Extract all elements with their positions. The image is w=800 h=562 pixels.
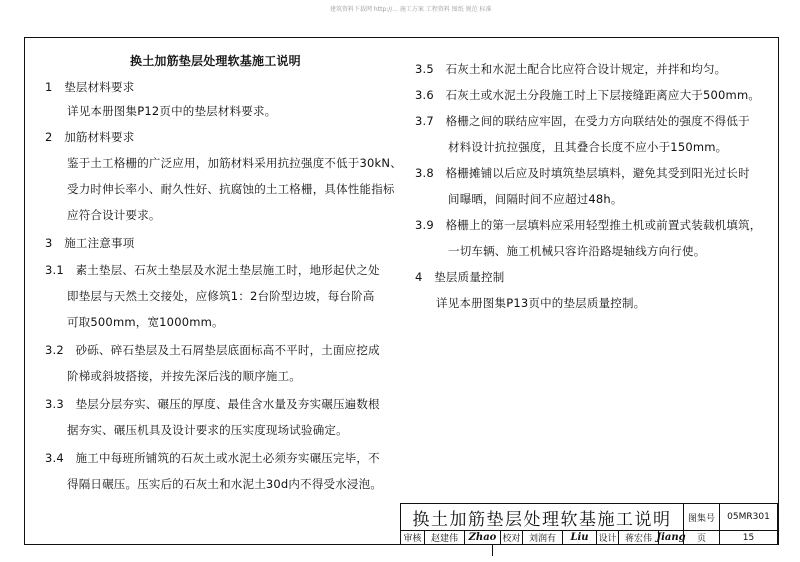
left-column-line: 3.3 垫层分层夯实、碾压的厚度、最佳含水量及夯实碾压遍数根 [45, 397, 380, 411]
title-block-check-name: 刘润有 [523, 531, 563, 545]
left-column-line: 3.1 素土垫层、石灰土垫层及水泥土垫层施工时，地形起伏之处 [45, 263, 380, 277]
left-column-line: 2 加筋材料要求 [45, 130, 135, 144]
left-column-line: 受力时伸长率小、耐久性好、抗腐蚀的土工格栅，具体性能指标 [67, 182, 395, 196]
right-column-line: 间曝晒，间隔时间不应超过48h。 [448, 192, 623, 206]
left-column-line: 可取500mm，宽1000mm。 [67, 315, 224, 329]
title-block-review-signature: Zhao [465, 531, 501, 545]
right-column-line: 3.8 格栅摊铺以后应及时填筑垫层填料，避免其受到阳光过长时 [415, 166, 750, 180]
title-block-drawing-title: 换土加筋垫层处理软基施工说明 [401, 504, 684, 531]
left-column-line: 即垫层与天然土交接处，应修筑1：2台阶型边坡，每台阶高 [67, 289, 375, 303]
left-column-line: 阶梯或斜坡搭接，并按先深后浅的顺序施工。 [67, 369, 301, 383]
watermark: 建筑资料下载网 http://... 施工方案 工程资料 图纸 规范 标准 [330, 6, 492, 13]
right-column-line: 3.5 石灰土和水泥土配合比应符合设计规定，并拌和均匀。 [415, 62, 727, 76]
right-column-line: 4 垫层质量控制 [415, 270, 505, 284]
center-mark [492, 544, 493, 556]
right-column-line: 3.9 格栅上的第一层填料应采用轻型推土机或前置式装载机填筑， [415, 218, 762, 232]
title-block-page-label: 页 [684, 531, 720, 545]
title-block-page-no: 15 [720, 531, 778, 545]
left-column-line: 得隔日碾压。压实后的石灰土和水泥土30d内不得受水浸泡。 [67, 477, 383, 491]
left-column-line: 1 垫层材料要求 [45, 80, 135, 94]
title-block-atlas-label: 图集号 [684, 504, 720, 531]
left-column-line: 3.4 施工中每班所铺筑的石灰土或水泥土必须夯实碾压完毕，不 [45, 451, 380, 465]
title-block-check-signature: Liu [563, 531, 597, 545]
title-block-design-name: 蒋宏伟 [619, 531, 659, 545]
document-title: 换土加筋垫层处理软基施工说明 [130, 54, 301, 68]
right-column-line: 详见本册图集P13页中的垫层质量控制。 [436, 296, 646, 310]
left-column-line: 3.2 砂砾、碎石垫层及土石屑垫层底面标高不平时，土面应挖成 [45, 343, 380, 357]
title-block-review-name: 赵建伟 [425, 531, 465, 545]
right-column-line: 一切车辆、施工机械只容许沿路堤轴线方向行使。 [448, 244, 706, 258]
title-block-check-label: 校对 [501, 531, 523, 545]
right-column-line: 3.7 格栅之间的联结应牢固，在受力方向联结处的强度不得低于 [415, 114, 750, 128]
left-column-line: 据夯实、碾压机具及设计要求的压实度现场试验确定。 [67, 423, 348, 437]
right-column-line: 3.6 石灰土或水泥土分段施工时上下层接缝距离应大于500mm。 [415, 88, 761, 102]
left-column-line: 3 施工注意事项 [45, 236, 135, 250]
right-column-line: 材料设计抗拉强度，且其叠合长度不应小于150mm。 [448, 140, 728, 154]
title-block-review-label: 审核 [401, 531, 425, 545]
title-block [400, 503, 779, 545]
left-column-line: 详见本册图集P12页中的垫层材料要求。 [67, 104, 277, 118]
left-column-line: 鉴于土工格栅的广泛应用，加筋材料采用抗拉强度不低于30kN、 [67, 156, 402, 170]
title-block-design-signature: Jiang [656, 532, 686, 543]
title-block-design-label: 设计 [597, 531, 619, 545]
title-block-atlas-no: 05MR301 [720, 504, 778, 531]
left-column-line: 应符合设计要求。 [67, 208, 161, 222]
